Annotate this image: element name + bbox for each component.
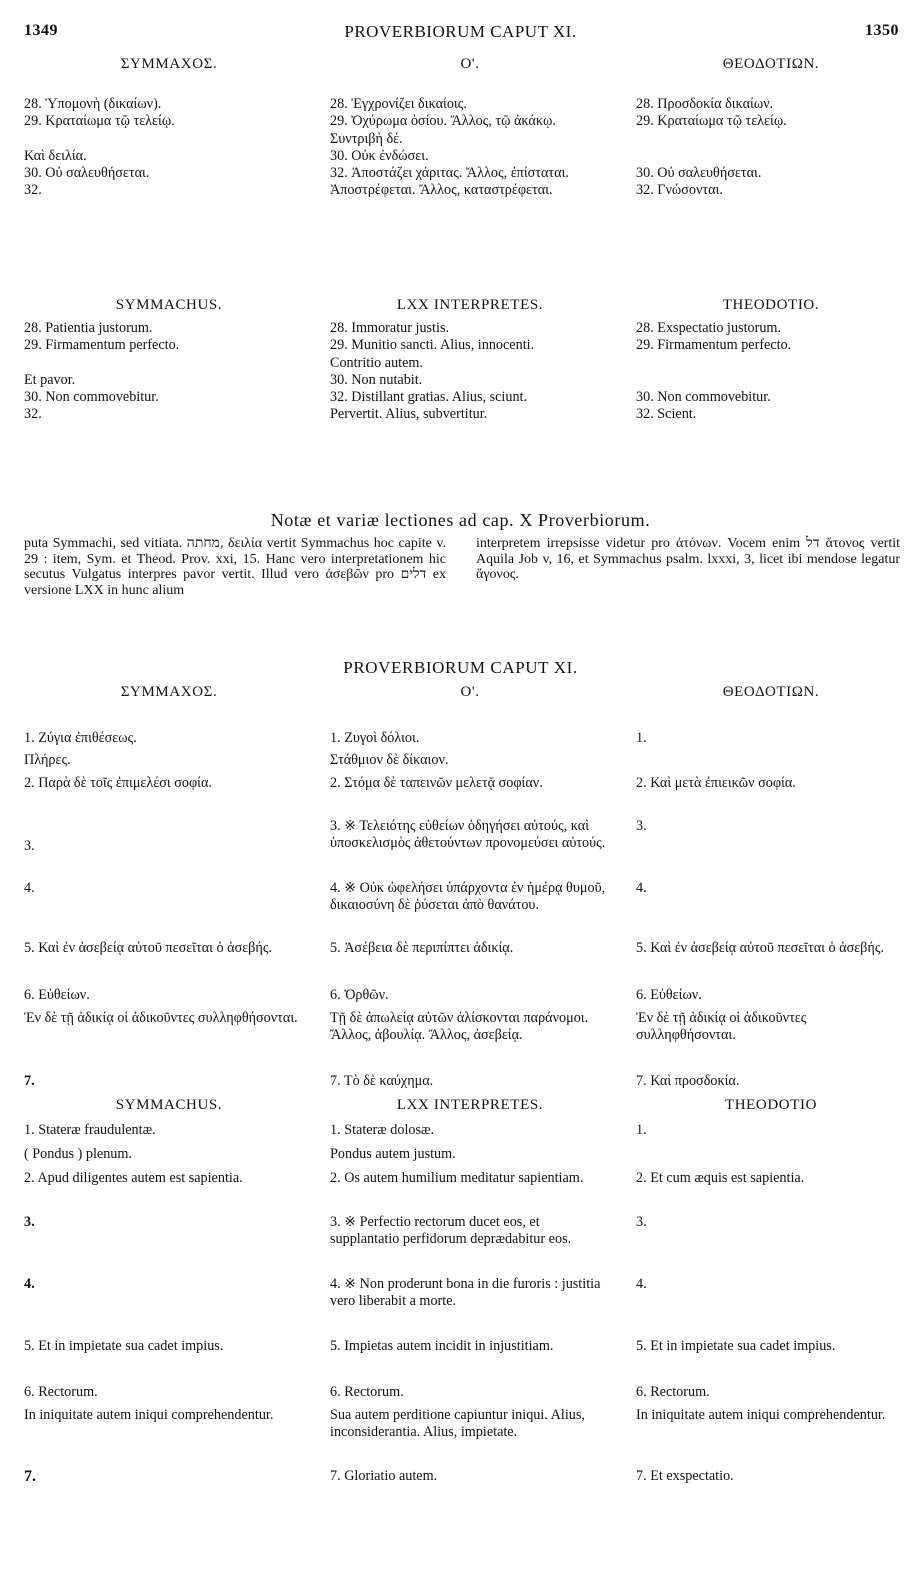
verse: 4. ※ Οὐκ ὠφελήσει ὑπάρχοντα ἐν ἡμέρᾳ θυμοῦ, δικαιοσύνη δὲ ῥύσεται ἀπὸ θανάτου. bbox=[330, 880, 606, 914]
verse: Ἐν δὲ τῇ ἀδικίᾳ οἱ ἀδικοῦντες συλληφθήσονται. bbox=[24, 1010, 298, 1026]
verse: Sua autem perditione capiuntur iniqui. Alius, inconsiderantia. Alius, impietate. bbox=[330, 1407, 585, 1441]
spacer bbox=[24, 131, 314, 148]
theodotion-latin-head: THEODOTIO bbox=[724, 1097, 818, 1113]
verse: 7. Τὸ δὲ καύχημα. bbox=[330, 1073, 434, 1089]
verse: 30. Non commovebitur. bbox=[636, 388, 771, 405]
notes-left-column: puta Symmachi, sed vitiata. מחתה, δειλία vertit Symmachus hoc capite v. 29 : item, Sym. et Theod. Prov. xxi, 15. Hanc vero interpretationem hic secutus Vulgatus interpres pavor vertit. Illud vero ἀσεβῶν pro דלים ex versione LXX in hunc alium bbox=[24, 536, 447, 598]
verse: 6. Rectorum. bbox=[636, 1384, 710, 1400]
verse: 32. Ἀποστάζει χάριτας. Ἄλλος, ἐπίσταται. bbox=[330, 165, 569, 182]
verse: Contritio autem. bbox=[330, 354, 423, 371]
lxx-greek-head: Ο'. bbox=[460, 56, 480, 72]
chapter-title: PROVERBIORUM CAPUT XI. bbox=[343, 658, 578, 677]
verse: 2. Παρὰ δὲ τοῖς ἐπιμελέσι σοφία. bbox=[24, 775, 212, 791]
verse: 30. Οὐ σαλευθήσεται. bbox=[636, 164, 762, 181]
symmachus-greek-head: ΣΥΜΜΑΧΟΣ. bbox=[120, 684, 218, 700]
verse: 29. Ὀχύρωμα ὁσίου. Ἄλλος, τῷ ἀκάκῳ. bbox=[330, 113, 556, 130]
verse: 32. Γνώσονται. bbox=[636, 181, 723, 198]
verse: Συντριβὴ δέ. bbox=[330, 130, 403, 147]
verse: 30. Non commovebitur. bbox=[24, 388, 159, 405]
verse: 6. Εὐθείων. bbox=[636, 987, 702, 1003]
verse: 5. Ἀσέβεια δὲ περιπίπτει ἀδικίᾳ. bbox=[330, 940, 514, 956]
theodotion-greek-head: ΘΕΟΔΟΤΙΩΝ. bbox=[722, 684, 820, 700]
theodotion-greek-column bbox=[636, 96, 906, 199]
symmachus-latin-head: SYMMACHUS. bbox=[115, 297, 223, 313]
verse: 5. Et in impietate sua cadet impius. bbox=[636, 1338, 836, 1354]
verse: 28. Ἐγχρονίζει δικαίοις. bbox=[330, 96, 467, 112]
verse: 30. Οὐ σαλευθήσεται. bbox=[24, 164, 150, 181]
verse: 3. ※ Τελειότης εὐθείων ὁδηγήσει αὐτούς, καὶ ὑποσκελισμὸς ἀθετούντων προνομεύσει αὐτούς. bbox=[330, 818, 606, 852]
verse: 6. Rectorum. bbox=[24, 1384, 98, 1400]
spacer bbox=[636, 372, 906, 389]
verse: Et pavor. bbox=[24, 371, 76, 388]
verse: Πλήρες. bbox=[24, 752, 71, 768]
verse: 28. Exspectatio justorum. bbox=[636, 320, 782, 336]
verse: 1. bbox=[636, 730, 647, 746]
verse: 1. Ζύγια ἐπιθέσεως. bbox=[24, 730, 137, 746]
spacer bbox=[636, 148, 906, 165]
lxx-latin-head: LXX INTERPRETES. bbox=[396, 1097, 544, 1113]
verse: ( Pondus ) plenum. bbox=[24, 1146, 132, 1162]
theodotion-latin-head: THEODOTIO. bbox=[722, 297, 820, 313]
verse: 5. Et in impietate sua cadet impius. bbox=[24, 1338, 224, 1354]
lxx-latin-head: LXX INTERPRETES. bbox=[396, 297, 544, 313]
verse: 2. Καὶ μετὰ ἐπιεικῶν σοφία. bbox=[636, 775, 796, 791]
verse: 1. bbox=[636, 1122, 647, 1138]
verse: 7. Gloriatio autem. bbox=[330, 1468, 438, 1484]
verse: 32. bbox=[24, 182, 42, 199]
verse: 29. Κραταίωμα τῷ τελείῳ. bbox=[24, 113, 175, 130]
verse: 4. ※ Non proderunt bona in die furoris : justitia vero liberabit a morte. bbox=[330, 1276, 601, 1310]
verse: 30. Οὐκ ἐνδώσει. bbox=[330, 147, 429, 164]
notes-right-column: interpretem irrepsisse videtur pro ἀτόνων. Vocem enim דל ἄτονος vertit Aquila Job v, 16, et Symmachus psalm. lxxxi, 3, licet ibi mendose legatur ἄγονος. bbox=[476, 536, 900, 582]
verse: 2. Et cum æquis est sapientia. bbox=[636, 1170, 805, 1186]
page-number-left: 1349 bbox=[24, 22, 58, 39]
verse: 3. bbox=[24, 838, 35, 854]
lxx-latin-column bbox=[330, 320, 610, 424]
verse: 2. Apud diligentes autem est sapientia. bbox=[24, 1170, 243, 1186]
verse: 7. Καὶ προσδοκία. bbox=[636, 1073, 740, 1089]
verse: 7. bbox=[24, 1468, 36, 1485]
verse: 2. Os autem humilium meditatur sapientiam. bbox=[330, 1170, 584, 1186]
verse: Pondus autem justum. bbox=[330, 1146, 456, 1162]
symmachus-greek-column bbox=[24, 96, 314, 199]
lxx-greek-column bbox=[330, 96, 610, 200]
theodotion-latin-column bbox=[636, 320, 906, 423]
verse: 28. Ὑπομονὴ (δικαίων). bbox=[24, 96, 162, 112]
verse: 32. Distillant gratias. Alius, sciunt. bbox=[330, 389, 528, 406]
theodotion-greek-head: ΘΕΟΔΟΤΙΩΝ. bbox=[722, 56, 820, 72]
verse: 1. Stateræ dolosæ. bbox=[330, 1122, 435, 1138]
verse: Τῇ δὲ ἀπωλείᾳ αὐτῶν ἁλίσκονται παράνομοι. Ἄλλος, ἀβουλίᾳ. Ἄλλος, ἀσεβείᾳ. bbox=[330, 1010, 589, 1044]
verse: 7. Et exspectatio. bbox=[636, 1468, 734, 1484]
page-number-right: 1350 bbox=[865, 22, 899, 39]
verse: 28. Patientia justorum. bbox=[24, 320, 153, 336]
verse: 1. Stateræ fraudulentæ. bbox=[24, 1122, 156, 1138]
verse: 30. Non nutabit. bbox=[330, 371, 423, 388]
verse: 29. Munitio sancti. Alius, innocenti. bbox=[330, 337, 535, 354]
symmachus-greek-head: ΣΥΜΜΑΧΟΣ. bbox=[120, 56, 218, 72]
verse: 2. Στόμα δὲ ταπεινῶν μελετᾷ σοφίαν. bbox=[330, 775, 543, 791]
notes-title: Notæ et variæ lectiones ad cap. X Proverbiorum. bbox=[270, 510, 651, 530]
verse: Pervertit. Alius, subvertitur. bbox=[330, 406, 488, 423]
verse: 3. bbox=[636, 818, 647, 834]
verse: 32. Scient. bbox=[636, 405, 697, 422]
verse: 29. Κραταίωμα τῷ τελείῳ. bbox=[636, 113, 787, 130]
verse: 3. ※ Perfectio rectorum ducet eos, et supplantatio perfidorum deprædabitur eos. bbox=[330, 1214, 572, 1248]
verse: 4. bbox=[24, 1276, 35, 1292]
verse: In iniquitate autem iniqui comprehendentur. bbox=[24, 1407, 274, 1423]
verse: Καὶ δειλία. bbox=[24, 147, 87, 164]
verse: 28. Προσδοκία δικαίων. bbox=[636, 96, 774, 112]
verse: In iniquitate autem iniqui comprehendentur. bbox=[636, 1407, 886, 1423]
spacer bbox=[636, 131, 906, 148]
verse: 4. bbox=[636, 1276, 647, 1292]
verse: 6. Ὀρθῶν. bbox=[330, 987, 389, 1003]
verse: 29. Firmamentum perfecto. bbox=[24, 337, 180, 354]
verse: Ἀποστρέφεται. Ἄλλος, καταστρέφεται. bbox=[330, 182, 553, 199]
verse: 1. Ζυγοὶ δόλιοι. bbox=[330, 730, 420, 746]
verse: Ἐν δὲ τῇ ἀδικίᾳ οἱ ἀδικοῦντες συλληφθήσονται. bbox=[636, 1010, 807, 1044]
verse: 4. bbox=[636, 880, 647, 896]
verse: 3. bbox=[24, 1214, 35, 1230]
verse: 3. bbox=[636, 1214, 647, 1230]
verse: 5. Καὶ ἐν ἀσεβείᾳ αὐτοῦ πεσεῖται ὁ ἀσεβής. bbox=[24, 940, 272, 956]
verse: 5. Impietas autem incidit in injustitiam. bbox=[330, 1338, 554, 1354]
verse: 4. bbox=[24, 880, 35, 896]
lxx-greek-head: Ο'. bbox=[460, 684, 480, 700]
verse: 29. Firmamentum perfecto. bbox=[636, 337, 792, 354]
verse: 32. bbox=[24, 406, 42, 423]
spacer bbox=[636, 355, 906, 372]
verse: 7. bbox=[24, 1073, 35, 1089]
symmachus-latin-column bbox=[24, 320, 314, 423]
verse: 6. Εὐθείων. bbox=[24, 987, 90, 1003]
verse: 5. Καὶ ἐν ἀσεβείᾳ αὐτοῦ πεσεῖται ὁ ἀσεβής. bbox=[636, 940, 884, 956]
verse: 28. Immoratur justis. bbox=[330, 320, 450, 336]
verse: 6. Rectorum. bbox=[330, 1384, 404, 1400]
symmachus-latin-head: SYMMACHUS. bbox=[115, 1097, 223, 1113]
verse: Στάθμιον δὲ δίκαιον. bbox=[330, 752, 449, 768]
spacer bbox=[24, 355, 314, 372]
running-title: PROVERBIORUM CAPUT XI. bbox=[344, 22, 577, 41]
